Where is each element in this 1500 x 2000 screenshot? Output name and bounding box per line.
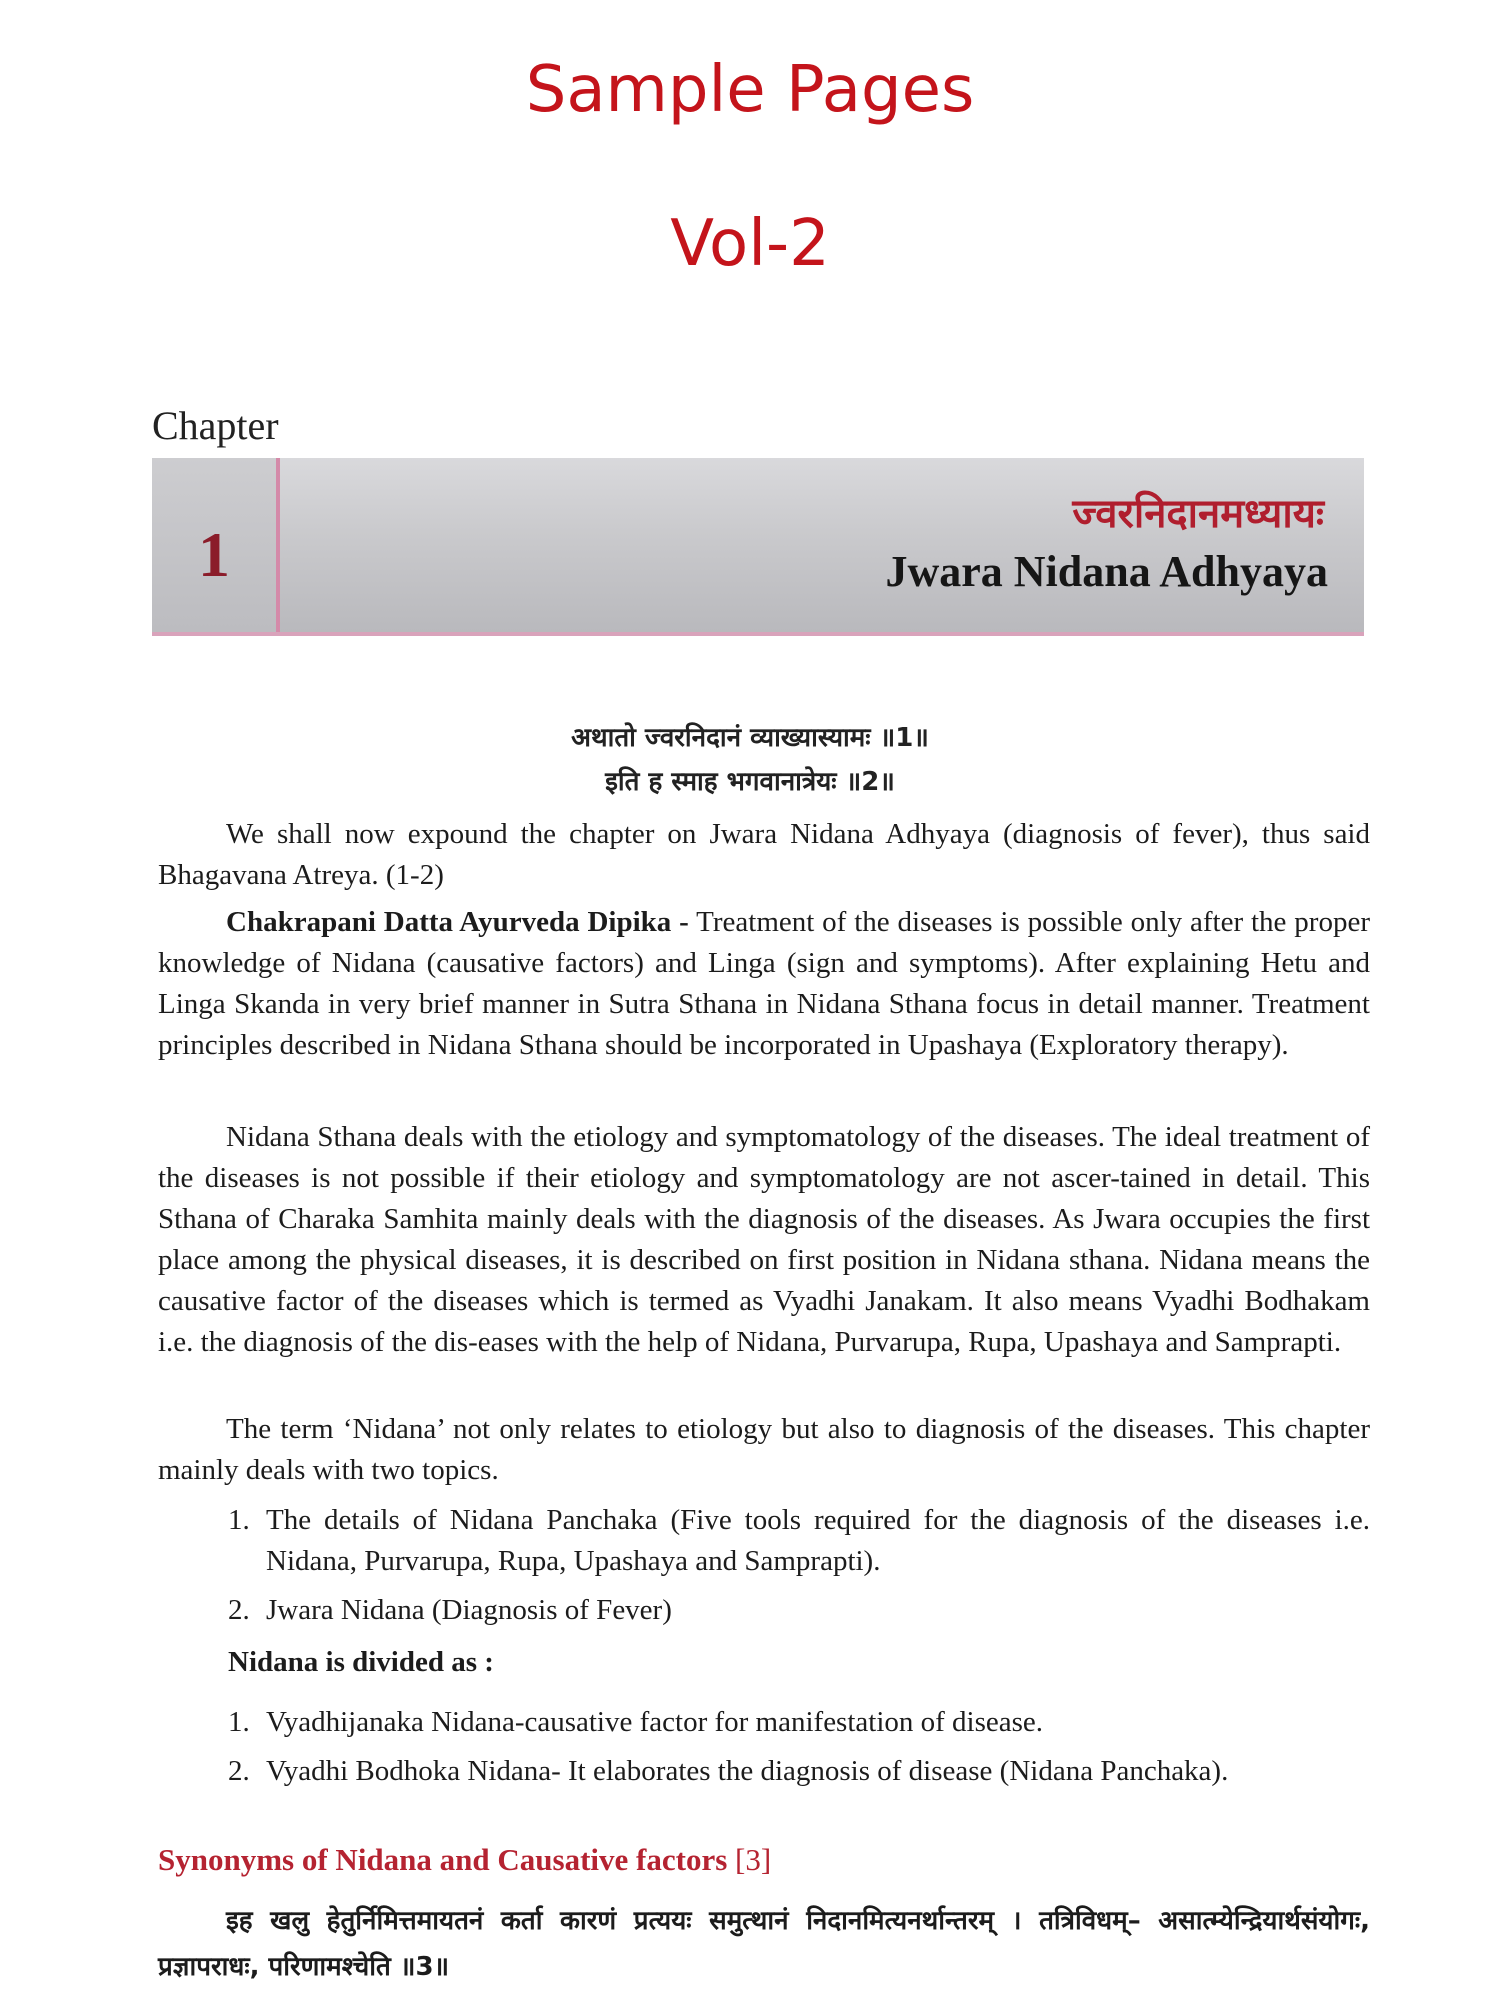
paragraph-commentary xyxy=(158,902,1370,1066)
sanskrit-verse-3: इह खलु हेतुर्निमित्तमायतनं कर्ता कारणं प्रत्ययः समुत्थानं निदानमित्यनर्थान्तरम् । तत्रिविधम्– असात्म्येन्द्रियार्थसंयोगः, प्रज्ञापराधः, परिणामश्चेति ॥3॥ xyxy=(158,1906,1370,1982)
commentary-label: Chakrapani Datta Ayurveda Dipika - xyxy=(226,906,689,938)
verse-1: अथातो ज्वरनिदानं व्याख्यास्यामः ॥1॥ xyxy=(571,723,929,753)
list-item xyxy=(228,1590,1370,1631)
list-text: Jwara Nidana (Diagnosis of Fever) xyxy=(266,1594,672,1626)
sample-pages-title: Sample Pages xyxy=(525,53,975,127)
chapter-number-cell xyxy=(152,458,280,632)
commentary-text: Treatment of the diseases is possible only after the proper knowledge of Nidana (causative factors) and Linga (sign and symptoms). After explaining Hetu and Linga Skanda in very brief manner in Sutra Sthana in Nidana Sthana focus in detail manner. Treatment principles described in Nidana Sthana should be incorporated in Upashaya (Exploratory therapy). xyxy=(158,906,1370,1061)
chapter-label: Chapter xyxy=(152,403,279,448)
chapter-title-english: Jwara Nidana Adhyaya xyxy=(885,547,1328,596)
list-number: 2. xyxy=(228,1594,250,1626)
list-number: 1. xyxy=(228,1706,250,1738)
nidana-division-list xyxy=(228,1702,1370,1800)
list-text: Vyadhijanaka Nidana-causative factor for manifestation of disease. xyxy=(266,1706,1044,1738)
paragraph-translation: We shall now expound the chapter on Jwara Nidana Adhyaya (diagnosis of fever), thus said Bhagavana Atreya. (1-2) xyxy=(158,818,1370,891)
list-text: The details of Nidana Panchaka (Five tools required for the diagnosis of the diseases i.e. Nidana, Purvarupa, Rupa, Upashaya and Samprapti). xyxy=(266,1504,1370,1577)
section-title: Synonyms of Nidana and Causative factors xyxy=(158,1842,728,1877)
list-item xyxy=(228,1702,1370,1743)
chapter-number: 1 xyxy=(198,519,230,590)
list-item xyxy=(228,1500,1370,1582)
list-number: 2. xyxy=(228,1755,250,1787)
list-item xyxy=(228,1751,1370,1792)
list-text: Vyadhi Bodhoka Nidana- It elaborates the diagnosis of disease (Nidana Panchaka). xyxy=(266,1755,1229,1787)
paragraph-nidana-sthana: Nidana Sthana deals with the etiology and symptomatology of the diseases. The ideal treatment of the diseases is not possible if their etiology and symptomatology are not ascer-tained in detail. This Sthana of Charaka Samhita mainly deals with the diagnosis of the diseases. As Jwara occupies the first place among the physical diseases, it is described on first position in Nidana sthana. Nidana means the causative factor of the diseases which is termed as Vyadhi Janakam. It also means Vyadhi Bodhakam i.e. the diagnosis of the dis-eases with the help of Nidana, Purvarupa, Rupa, Upashaya and Samprapti. xyxy=(158,1121,1370,1358)
nidana-division-heading: Nidana is divided as : xyxy=(228,1646,494,1678)
chapter-title-sanskrit: ज्वरनिदानमध्यायः xyxy=(1072,491,1324,537)
chapter-header-box xyxy=(152,458,1364,636)
section-reference: [3] xyxy=(735,1842,772,1877)
topics-list xyxy=(228,1500,1370,1639)
section-heading xyxy=(158,1842,771,1878)
list-number: 1. xyxy=(228,1504,250,1536)
paragraph-term-nidana: The term ‘Nidana’ not only relates to etiology but also to diagnosis of the diseases. This chapter mainly deals with two topics. xyxy=(158,1413,1370,1486)
verse-2: इति ह स्माह भगवानात्रेयः ॥2॥ xyxy=(605,767,895,797)
volume-label: Vol-2 xyxy=(670,207,830,281)
